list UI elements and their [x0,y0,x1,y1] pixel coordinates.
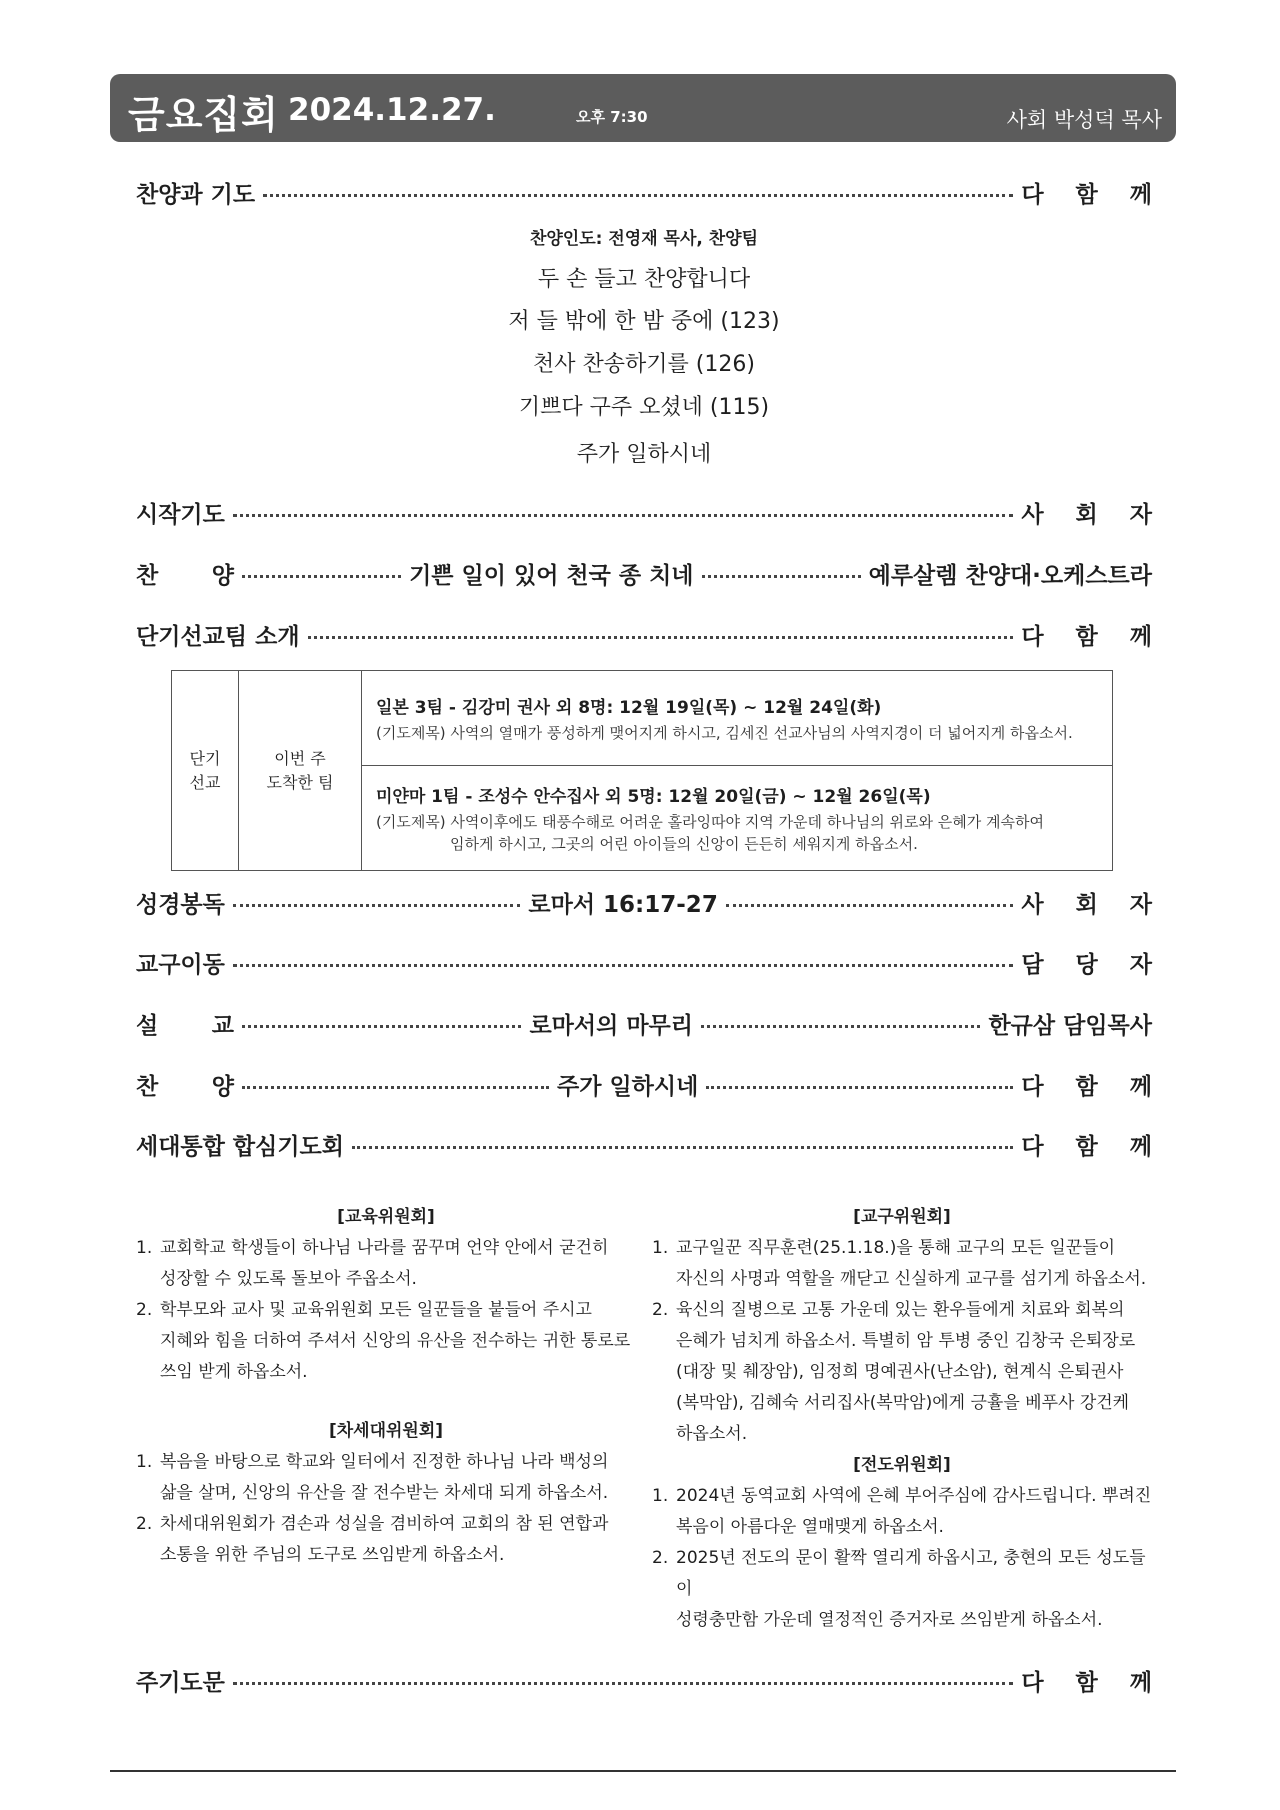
order-label-char: 양 [211,562,234,589]
order-row-district [136,940,1164,984]
service-title: 금요집회 [128,93,279,137]
team-prayer-note: (기도제목) 사역의 열매가 풍성하게 맺어지게 하시고, 김세진 선교사님의 사역지경이 더 넓어지게 하옵소서. [376,723,1073,742]
team-heading: 미얀마 1팀 - 조성수 안수집사 외 5명: 12월 20일(금) ~ 12월 26일(목) [376,786,931,807]
order-title: 로마서 16:17-27 [528,891,718,918]
item-line: (복막암), 김혜숙 서리집사(복막암)에게 긍휼을 베푸사 강건케 [676,1393,1130,1413]
dot-leader [233,964,1013,967]
order-label: 시작기도 [136,501,225,528]
order-row-hymn [136,1062,1164,1106]
order-responsible: 예루살렘 찬양대·오케스트라 [868,562,1152,589]
order-row-choir [136,551,1152,595]
committee-title: [교구위원회] [853,1207,951,1227]
mission-arrival-cell [239,671,362,871]
mission-category-cell [172,671,239,871]
song-3: 천사 찬송하기를 (126) [533,352,755,377]
mission-team-cell [362,766,1113,871]
dot-leader [701,1025,980,1028]
prayer-column-right [652,1202,1152,1636]
order-label-char: 교 [211,1012,234,1039]
item-number: 1. [136,1238,153,1258]
service-time: 오후 7:30 [576,108,648,126]
dot-leader [702,575,861,578]
item-line: 성장할 수 있도록 돌보아 주옵소서. [160,1269,417,1289]
committee-title: [교육위원회] [337,1207,435,1227]
prayer-item [652,1481,1152,1543]
song-4: 기쁘다 구주 오셨네 (115) [518,395,770,420]
item-line: 학부모와 교사 및 교육위원회 모든 일꾼들을 붙들어 주시고 [160,1300,592,1320]
cell-text: 이번 주 [274,748,326,768]
prayer-item [652,1295,1152,1450]
footer-divider [110,1770,1176,1772]
item-line: 2024년 동역교회 사역에 은혜 부어주심에 감사드립니다. 뿌려진 [676,1486,1152,1506]
order-label: 교구이동 [136,951,225,978]
order-row-scripture [136,880,1165,924]
prayer-item [136,1509,636,1571]
prayer-item [136,1233,636,1295]
order-label [136,557,234,590]
prayer-item [652,1543,1152,1636]
team-prayer-note: (기도제목) 사역이후에도 태풍수해로 어려운 홀라잉따야 지역 가운데 하나님의 위로와 은혜가 계속하여 [376,812,1044,831]
order-label-char: 설 [136,1012,159,1039]
committee-title: [전도위원회] [853,1455,951,1475]
prayer-item [136,1447,636,1509]
item-number: 2. [652,1300,669,1320]
order-responsible: 다 함 께 [1021,1669,1164,1696]
item-line: 지혜와 힘을 더하여 주셔서 신앙의 유산을 전수하는 귀한 통로로 [160,1331,631,1351]
dot-leader [242,1025,521,1028]
item-line: 자신의 사명과 역할을 깨닫고 신실하게 교구를 섬기게 하옵소서. [676,1269,1147,1289]
order-row-praise-prayer [136,170,1164,214]
item-line: 복음이 아름다운 열매맺게 하옵소서. [676,1517,944,1537]
item-line: 쓰임 받게 하옵소서. [160,1362,308,1382]
order-row-opening-prayer [136,490,1164,534]
cell-text: 단기 [189,748,221,768]
order-label [136,1007,234,1040]
item-line: 성령충만함 가운데 열정적인 증거자로 쓰임받게 하옵소서. [676,1610,1103,1630]
team-heading: 일본 3팀 - 김강미 권사 외 8명: 12월 19일(목) ~ 12월 24일(화) [376,697,882,718]
order-row-sermon [136,1001,1152,1045]
order-row-unity-prayer [136,1122,1164,1166]
order-title: 로마서의 마무리 [529,1012,693,1039]
item-line: (대장 및 췌장암), 임정희 명예권사(난소암), 현계식 은퇴권사 [676,1362,1124,1382]
header-bar [110,74,1176,142]
mission-team-table [171,670,1113,871]
order-title: 주가 일하시네 [557,1073,699,1100]
service-host: 사회 박성덕 목사 [1006,108,1162,132]
order-row-mission-intro [136,612,1164,656]
order-label: 찬양과 기도 [136,181,256,208]
order-responsible: 한규삼 담임목사 [988,1012,1152,1039]
item-line: 육신의 질병으로 고통 가운데 있는 환우들에게 치료와 회복의 [676,1300,1125,1320]
dot-leader [233,514,1013,517]
item-number: 1. [652,1238,669,1258]
order-label-char: 찬 [136,1073,159,1100]
dot-leader [263,194,1013,197]
order-label [136,1068,234,1101]
dot-leader [726,904,1014,907]
item-line: 2025년 전도의 문이 활짝 열리게 하옵시고, 충현의 모든 성도들이 [676,1548,1146,1599]
order-title: 기쁜 일이 있어 천국 종 치네 [409,562,694,589]
order-label-char: 양 [211,1073,234,1100]
song-5: 주가 일하시네 [576,442,712,467]
order-label: 단기선교팀 소개 [136,623,300,650]
order-label: 세대통합 합심기도회 [136,1133,344,1160]
dot-leader [233,904,521,907]
dot-leader [308,636,1014,639]
item-line: 교구일꾼 직무훈련(25.1.18.)을 통해 교구의 모든 일꾼들이 [676,1238,1116,1258]
item-line: 소통을 위한 주님의 도구로 쓰임받게 하옵소서. [160,1545,505,1565]
order-responsible: 사 회 자 [1021,501,1164,528]
item-line: 차세대위원회가 겸손과 성실을 겸비하여 교회의 참 된 연합과 [160,1514,609,1534]
dot-leader [233,1682,1013,1685]
mission-team-cell [362,671,1113,766]
order-responsible: 다 함 께 [1021,1073,1164,1100]
item-number: 1. [652,1486,669,1506]
order-responsible: 다 함 께 [1021,1133,1164,1160]
order-label: 주기도문 [136,1669,225,1696]
order-responsible: 사 회 자 [1021,891,1165,918]
praise-leader: 찬양인도: 전영재 목사, 찬양팀 [529,229,759,249]
prayer-item [136,1295,636,1388]
item-number: 1. [136,1452,153,1472]
item-line: 삶을 살며, 신앙의 유산을 잘 전수받는 차세대 되게 하옵소서. [160,1483,609,1503]
dot-leader [242,1086,549,1089]
committee-title: [차세대위원회] [328,1421,444,1441]
dot-leader [352,1146,1013,1149]
cell-text: 도착한 팀 [266,772,334,792]
song-2: 저 들 밖에 한 밤 중에 (123) [508,309,780,334]
item-line: 교회학교 학생들이 하나님 나라를 꿈꾸며 언약 안에서 굳건히 [160,1238,609,1258]
order-row-lords-prayer [136,1658,1164,1702]
dot-leader [706,1086,1013,1089]
dot-leader [242,575,401,578]
item-line: 하옵소서. [676,1424,748,1444]
item-number: 2. [136,1514,153,1534]
prayer-column-left [136,1202,636,1571]
spacer [136,1388,636,1416]
song-1: 두 손 들고 찬양합니다 [537,267,751,292]
service-date: 2024.12.27. [288,92,496,128]
order-responsible: 담 당 자 [1021,951,1164,978]
team-prayer-note-cont: 임하게 하시고, 그곳의 어린 아이들의 신앙이 든든히 세워지게 하옵소서. [450,834,918,853]
order-responsible: 다 함 께 [1021,623,1164,650]
item-number: 2. [652,1548,669,1568]
item-line: 복음을 바탕으로 학교와 일터에서 진정한 하나님 나라 백성의 [160,1452,609,1472]
order-label: 성경봉독 [136,891,225,918]
cell-text: 선교 [189,772,221,792]
item-line: 은혜가 넘치게 하옵소서. 특별히 암 투병 중인 김창국 은퇴장로 [676,1331,1136,1351]
order-responsible: 다 함 께 [1021,181,1164,208]
order-label-char: 찬 [136,562,159,589]
prayer-item [652,1233,1152,1295]
item-number: 2. [136,1300,153,1320]
